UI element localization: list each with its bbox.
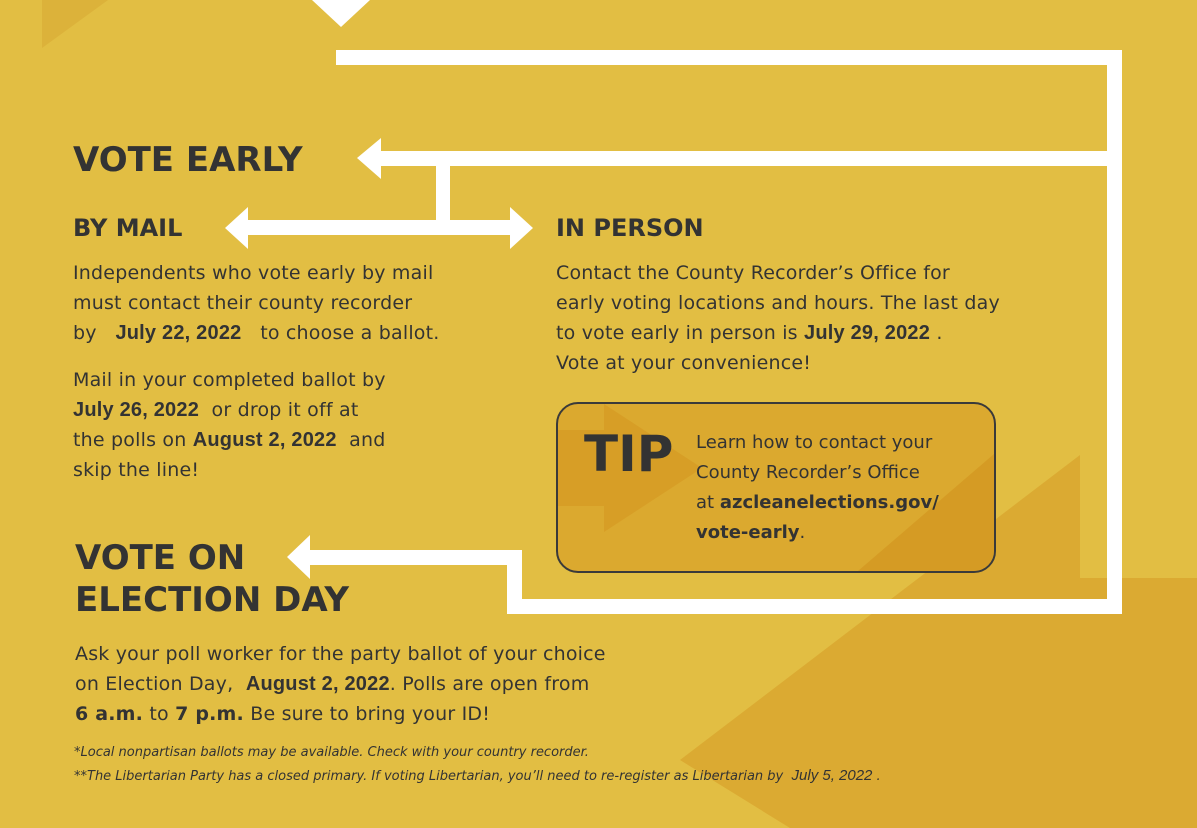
election-day-title: VOTE ON ELECTION DAY bbox=[75, 538, 350, 620]
text-line: Vote at your convenience! bbox=[556, 352, 812, 374]
election-date: August 2, 2022 bbox=[245, 673, 390, 695]
in-person-heading: IN PERSON bbox=[556, 214, 704, 242]
text-line: Ask your poll worker for the party ballot of your choice bbox=[75, 643, 606, 665]
arrow-left-icon bbox=[357, 138, 381, 179]
election-day-paragraph bbox=[75, 639, 775, 729]
website-link[interactable]: vote-early bbox=[696, 522, 800, 543]
footnotes bbox=[74, 741, 1074, 788]
tip-label: TIP bbox=[584, 425, 674, 483]
text-line: to vote early in person is July 29, 2022 . bbox=[556, 322, 943, 344]
text-line: by July 22, 2022 to choose a ballot. bbox=[73, 322, 440, 344]
deadline-date: July 29, 2022 bbox=[804, 322, 931, 344]
footnote-1: *Local nonpartisan ballots may be available. Check with your country recorder. bbox=[74, 745, 589, 760]
re-register-date: July 5, 2022 bbox=[791, 767, 873, 784]
text-line: Mail in your completed ballot by bbox=[73, 369, 386, 391]
text-line: 6 a.m. to 7 p.m. Be sure to bring your ID! bbox=[75, 703, 491, 725]
by-mail-paragraph-2 bbox=[73, 365, 513, 485]
deadline-date: July 22, 2022 bbox=[115, 322, 242, 344]
text-line: on Election Day, August 2, 2022. Polls are open from bbox=[75, 673, 590, 695]
tip-box bbox=[556, 402, 996, 573]
in-person-paragraph bbox=[556, 258, 1096, 378]
text-line: Independents who vote early by mail bbox=[73, 262, 434, 284]
text-line: Contact the County Recorder’s Office for bbox=[556, 262, 950, 284]
deadline-date: July 26, 2022 bbox=[73, 399, 200, 421]
text-line: skip the line! bbox=[73, 459, 200, 481]
down-arrow-icon bbox=[312, 0, 370, 27]
text-line: early voting locations and hours. The last day bbox=[556, 292, 1000, 314]
arrow-left-icon bbox=[225, 207, 248, 249]
by-mail-paragraph-1 bbox=[73, 258, 513, 348]
footnote-2: **The Libertarian Party has a closed primary. If voting Libertarian, you’ll need to re-register as Libertarian by July 5, 2022 . bbox=[74, 767, 881, 784]
poll-open-time: 6 a.m. bbox=[75, 703, 144, 725]
deadline-date: August 2, 2022 bbox=[192, 429, 337, 451]
text-line: must contact their county recorder bbox=[73, 292, 413, 314]
by-mail-heading: BY MAIL bbox=[73, 214, 183, 242]
arrow-right-icon bbox=[510, 207, 533, 249]
text-line: the polls on August 2, 2022 and bbox=[73, 429, 386, 451]
poll-close-time: 7 p.m. bbox=[175, 703, 244, 725]
text-line: July 26, 2022 or drop it off at bbox=[73, 399, 359, 421]
vote-early-title: VOTE EARLY bbox=[73, 140, 303, 180]
corner-triangle-shape bbox=[42, 0, 108, 48]
tip-text: Learn how to contact your County Recorder’s Office at azcleanelections.gov/ vote-early. bbox=[696, 432, 939, 543]
website-link[interactable]: azcleanelections.gov/ bbox=[719, 492, 939, 513]
